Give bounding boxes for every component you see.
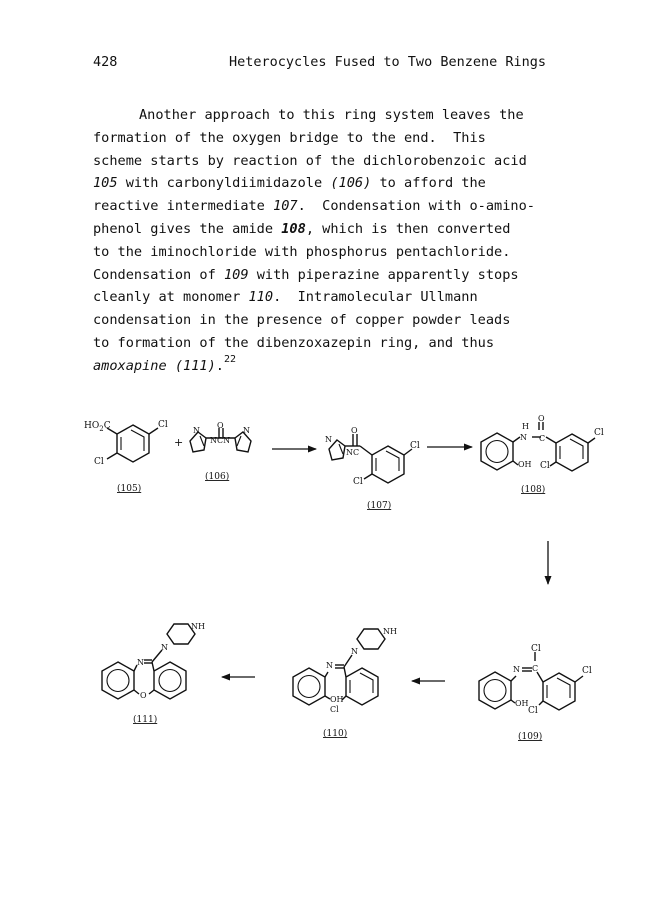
text-run: to afford the [371, 175, 486, 192]
atom-label: N [161, 643, 168, 652]
compound-ref: 107 [273, 198, 298, 215]
compound-label-111: (111) [133, 715, 158, 725]
atom-label: NCN [210, 436, 231, 445]
compound-110-structure [293, 627, 397, 739]
atom-label: N [351, 647, 358, 656]
text-line: to formation of the dibenzoxazepin ring, and thus [93, 334, 495, 351]
compound-109-structure [479, 644, 592, 742]
atom-label: O [140, 691, 147, 700]
atom-label: NH [383, 627, 397, 636]
reference-superscript: 22 [223, 354, 236, 366]
compound-107-structure [325, 426, 420, 511]
atom-label: Cl [531, 644, 541, 654]
atom-label: NC [346, 448, 360, 457]
text-line: formation of the oxygen bridge to the end. This [93, 129, 486, 146]
compound-label-105: (105) [117, 484, 142, 494]
text-line: condensation in the presence of copper powder leads [93, 312, 511, 329]
compound-label-107: (107) [367, 501, 392, 511]
text-run: . [215, 357, 224, 374]
text-run: reactive intermediate [93, 198, 274, 215]
atom-label: Cl [158, 420, 168, 430]
plus-sign: + [174, 436, 184, 449]
text-run: . Intramolecular Ullmann [273, 289, 478, 306]
atom-label: N [193, 426, 200, 435]
atom-label: $HO_2C$ [84, 421, 111, 433]
atom-label: Cl [540, 461, 550, 471]
page-number: 428 [93, 54, 118, 70]
atom-label: N [243, 426, 250, 435]
text-run: cleanly at monomer [93, 289, 249, 306]
running-title: Heterocycles Fused to Two Benzene Rings [229, 54, 546, 70]
compound-label-110: (110) [323, 729, 348, 739]
atom-label: N [326, 661, 333, 670]
text-run: phenol gives the amide [93, 220, 282, 237]
compound-ref: 108 [281, 220, 306, 237]
atom-label: Cl [594, 428, 604, 438]
compound-106-structure [190, 421, 251, 482]
atom-label: OH [515, 699, 529, 708]
compound-label-108: (108) [521, 485, 546, 495]
atom-label: OH [518, 460, 532, 469]
text-line: Another approach to this ring system leaves the [139, 107, 524, 123]
atom-label: O [217, 421, 224, 430]
atom-label: C [539, 434, 546, 443]
atom-label: N [137, 658, 144, 667]
text-run: with carbonyldiimidazole [117, 175, 331, 192]
atom-label: C [532, 664, 539, 673]
atom-label: Cl [410, 441, 420, 451]
text-line: scheme starts by reaction of the dichlorobenzoic acid [93, 152, 527, 169]
compound-ref: amoxapine (111) [93, 357, 216, 374]
atom-label: O [351, 426, 358, 435]
compound-105-structure [84, 420, 168, 494]
compound-ref: 105 [93, 175, 118, 192]
atom-label: H [522, 422, 529, 431]
compound-label-109: (109) [518, 732, 543, 742]
atom-label: O [538, 414, 545, 423]
atom-label: Cl [330, 705, 339, 714]
text-run: , which is then converted [305, 220, 511, 237]
atom-label: Cl [94, 457, 104, 467]
atom-label: Cl [582, 666, 592, 676]
atom-label: N [520, 433, 527, 442]
text-run: Condensation of [93, 266, 224, 283]
text-run: with piperazine apparently stops [248, 266, 519, 283]
compound-111-structure [102, 622, 205, 725]
compound-ref: 110 [248, 289, 274, 306]
atom-label: N [513, 665, 520, 674]
text-line: to the iminochloride with phosphorus pentachloride. [93, 243, 511, 260]
compound-label-106: (106) [205, 472, 230, 482]
compound-108-structure [481, 414, 604, 495]
text-run: . Condensation with o-amino- [297, 198, 535, 215]
compound-ref: 109 [223, 266, 249, 283]
atom-label: Cl [353, 477, 363, 487]
atom-label: OH [330, 695, 344, 704]
compound-ref: (106) [330, 175, 372, 192]
atom-label: N [325, 435, 332, 444]
atom-label: NH [191, 622, 205, 631]
atom-label: Cl [528, 706, 538, 716]
